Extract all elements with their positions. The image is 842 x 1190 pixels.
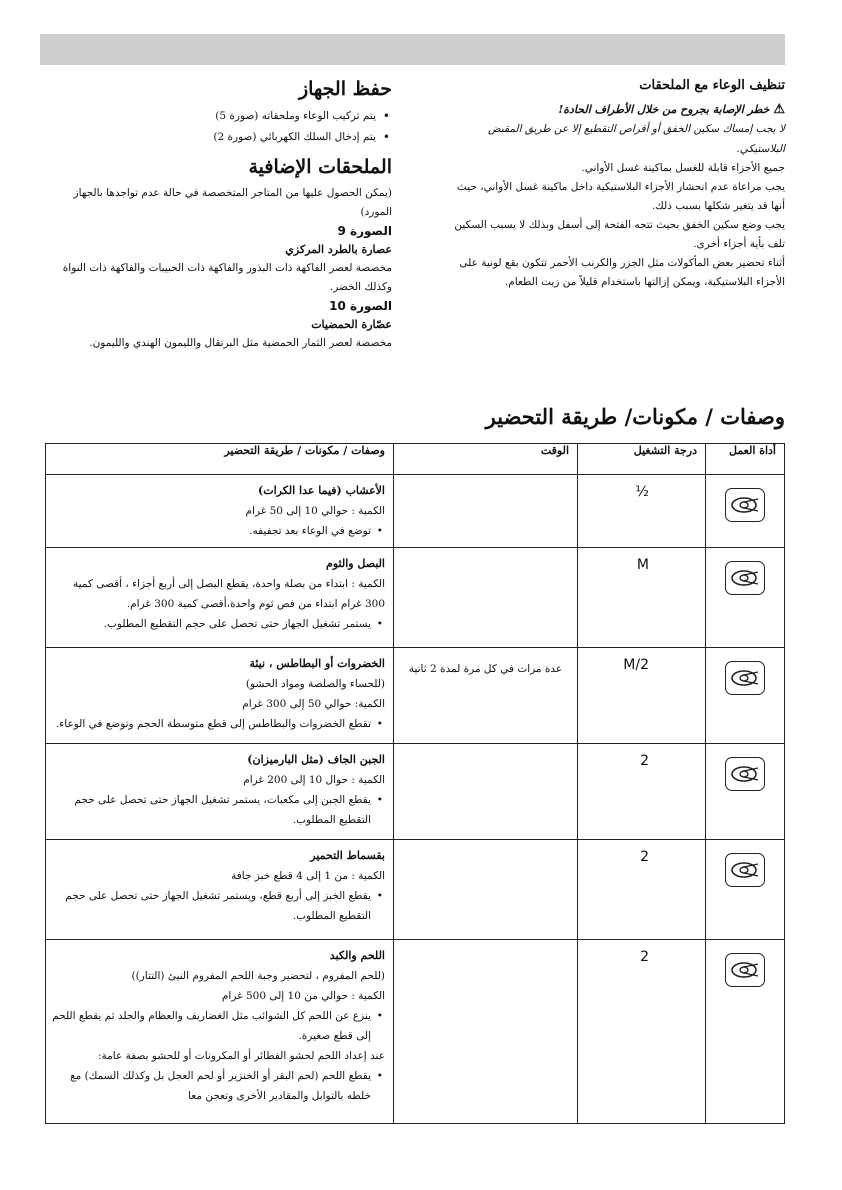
header-tool: أداة العمل <box>706 444 785 475</box>
header-recipe: وصفات / مكونات / طريقة التحضير <box>46 444 394 475</box>
cleaning-paragraph: يجب وضع سكين الخفق بحيث تتجه الفتحة إلى أسفل وبذلك لا يسبب السكين تلف بأية أجزاء أخرى. <box>454 219 785 250</box>
storage-section <box>40 78 392 353</box>
cleaning-paragraph: جميع الأجزاء قابلة للغسل بماكينة غسل الأواني. <box>581 162 785 174</box>
recipe-bullet: • يقطع اللحم (لحم البقر أو الخنزير أو لحم العجل بل وكذلك السمك) مع خلطه بالتوابل والمقادير الأخرى وتعجن معا <box>52 1066 385 1106</box>
figure-10-desc: مخصصة لعصر الثمار الحمضية مثل البرتقال والليمون الهندي والليمون. <box>89 337 392 349</box>
recipe-title: اللحم والكبد <box>329 949 385 962</box>
figure-9-desc: مخصصة لعصر الفاكهة ذات البذور والفاكهة ذات الحبيبات والفاكهة ذات النواة وكذلك الخضر. <box>62 262 392 293</box>
tool-cell <box>706 940 785 1124</box>
tool-box <box>725 661 765 695</box>
figure-9-label: الصورة 9 <box>337 224 392 238</box>
warning-title: خطر الإصابة بجروح من خلال الأطراف الحادة! <box>558 103 770 116</box>
recipe-title: بقسماط التحمير <box>310 849 385 862</box>
cleaning-section <box>440 78 785 292</box>
recipe-cell <box>46 940 394 1124</box>
tool-cell <box>706 475 785 548</box>
knife-blade-icon <box>730 860 760 880</box>
speed-value: 2 <box>640 949 649 965</box>
time-value <box>395 549 576 559</box>
time-cell <box>394 548 578 648</box>
speed-cell <box>578 648 706 744</box>
speed-value: 2 <box>640 753 649 769</box>
recipes-table <box>45 443 785 1124</box>
tool-box <box>725 953 765 987</box>
recipe-title: الأعشاب (فيما عدا الكرات) <box>258 484 385 497</box>
figure-10-label: الصورة 10 <box>329 299 392 313</box>
tool-cell <box>706 548 785 648</box>
time-cell <box>394 840 578 940</box>
recipe-cell <box>46 548 394 648</box>
knife-blade-icon <box>730 960 760 980</box>
recipe-bullet: • تقطع الخضروات والبطاطس إلى قطع متوسطة الحجم وتوضع في الوعاء. <box>52 714 385 734</box>
time-value <box>395 745 576 755</box>
speed-value: 2 <box>640 849 649 865</box>
storage-item: • يتم تركيب الوعاء وملحقاته (صورة 5) <box>40 106 392 127</box>
time-value <box>395 476 576 486</box>
speed-value: M <box>636 557 649 573</box>
speed-cell <box>578 475 706 548</box>
recipe-line: (للحم المفروم ، لتحضير وجبة اللحم المفروم النيئ (التتار)) <box>131 970 385 982</box>
accessories-note: (يمكن الحصول عليها من المتاجر المتخصصة في حالة عدم تواجدها بالجهاز المورد) <box>73 187 392 218</box>
recipe-title: الجبن الجاف (مثل البارميزان) <box>247 753 385 766</box>
knife-blade-icon <box>730 668 760 688</box>
cleaning-paragraph: يجب مراعاة عدم انحشار الأجزاء البلاستيكية داخل ماكينة غسل الأواني، حيث أنها قد يتغير شكلها بسبب ذلك. <box>456 181 785 212</box>
recipe-line: الكمية : حوال 10 إلى 200 غرام <box>243 774 385 786</box>
table-row <box>46 648 785 744</box>
time-cell <box>394 940 578 1124</box>
recipe-bullet: • يقطع الخبز إلى أربع قطع، ويستمر تشغيل الجهاز حتى تحصل على حجم التقطيع المطلوب. <box>52 886 385 926</box>
recipes-title: وصفات / مكونات/ طريقة التحضير <box>485 404 785 429</box>
tool-cell <box>706 744 785 840</box>
figure-9-name: عصارة بالطرد المركزي <box>285 243 392 256</box>
recipe-bullet: • يقطع الجبن إلى مكعبات، يستمر تشغيل الجهاز حتى تحصل على حجم التقطيع المطلوب. <box>52 790 385 830</box>
speed-cell <box>578 840 706 940</box>
time-cell <box>394 744 578 840</box>
recipe-line: عند إعداد اللحم لحشو الفطائر أو المكرونات أو للحشو بصفة عامة: <box>98 1050 385 1062</box>
figure-10-name: عصّارة الحمضيات <box>311 318 392 331</box>
header-time: الوقت <box>394 444 578 475</box>
speed-value: ½ <box>635 484 649 500</box>
speed-cell <box>578 744 706 840</box>
table-row <box>46 744 785 840</box>
time-cell <box>394 648 578 744</box>
time-value <box>395 841 576 851</box>
warning-icon: ⚠ <box>773 102 785 117</box>
warning-body: لا يجب إمساك سكين الخفق أو أقراص التقطيع إلا عن طريق المقبض البلاستيكي. <box>487 123 785 155</box>
recipe-bullet: • يستمر تشغيل الجهاز حتى تحصل على حجم التقطيع المطلوب. <box>52 614 385 634</box>
tool-box <box>725 561 765 595</box>
tool-box <box>725 488 765 522</box>
table-row <box>46 548 785 648</box>
table-row <box>46 475 785 548</box>
recipe-title: البصل والثوم <box>326 557 385 570</box>
storage-title: حفظ الجهاز <box>298 78 392 100</box>
speed-value: 2/M <box>623 657 649 673</box>
recipe-line: (للحساء والصلصة ومواد الحشو) <box>245 678 385 690</box>
cleaning-title: تنظيف الوعاء مع الملحقات <box>639 78 785 93</box>
recipe-line: الكمية : من 1 إلى 4 قطع خبز جافة <box>231 870 385 882</box>
speed-cell <box>578 940 706 1124</box>
knife-blade-icon <box>730 568 760 588</box>
tool-box <box>725 853 765 887</box>
warning-heading <box>440 101 785 119</box>
time-value: عدة مرات في كل مرة لمدة 2 ثانية <box>408 663 563 675</box>
recipe-bullet: • توضع في الوعاء بعد تجفيفه. <box>52 521 385 541</box>
knife-blade-icon <box>730 764 760 784</box>
recipe-bullet: • ينزع عن اللحم كل الشوائب مثل الغضاريف والعظام والجلد ثم يقطع اللحم إلى قطع صغيرة. <box>52 1006 385 1046</box>
header-bar <box>40 34 785 65</box>
knife-blade-icon <box>730 495 760 515</box>
table-header-row <box>46 444 785 475</box>
recipe-cell <box>46 840 394 940</box>
table-row <box>46 940 785 1124</box>
recipe-line: الكمية : حوالي من 10 إلى 500 غرام <box>221 990 385 1002</box>
storage-item: • يتم إدخال السلك الكهربائي (صورة 2) <box>40 127 392 148</box>
recipe-line: الكمية : ابتداء من بصلة واحدة، يقطع البصل إلى أربع أجزاء ، أقصى كمية 300 غرام ابتداء من فص ثوم واحدة،أقصى كمية 300 غرام. <box>73 578 385 610</box>
recipe-cell <box>46 475 394 548</box>
recipe-line: الكمية: حوالي 50 إلى 300 غرام <box>242 698 385 710</box>
time-cell <box>394 475 578 548</box>
tool-cell <box>706 840 785 940</box>
speed-cell <box>578 548 706 648</box>
recipe-line: الكمية : حوالي 10 إلى 50 غرام <box>245 505 385 517</box>
header-speed: درجة التشغيل <box>578 444 706 475</box>
recipe-title: الخضروات أو البطاطس ، نيئة <box>249 657 385 670</box>
accessories-title: الملحقات الإضافية <box>248 156 392 178</box>
tool-cell <box>706 648 785 744</box>
recipe-cell <box>46 648 394 744</box>
cleaning-paragraph: أثناء تحضير بعض المأكولات مثل الجزر والكرنب الأحمر تتكون بقع لونية على الأجزاء البلاستيكية، ويمكن إزالتها باستخدام قليلاً من زيت الطعام. <box>459 257 785 288</box>
recipe-cell <box>46 744 394 840</box>
table-row <box>46 840 785 940</box>
tool-box <box>725 757 765 791</box>
time-value <box>395 941 576 951</box>
